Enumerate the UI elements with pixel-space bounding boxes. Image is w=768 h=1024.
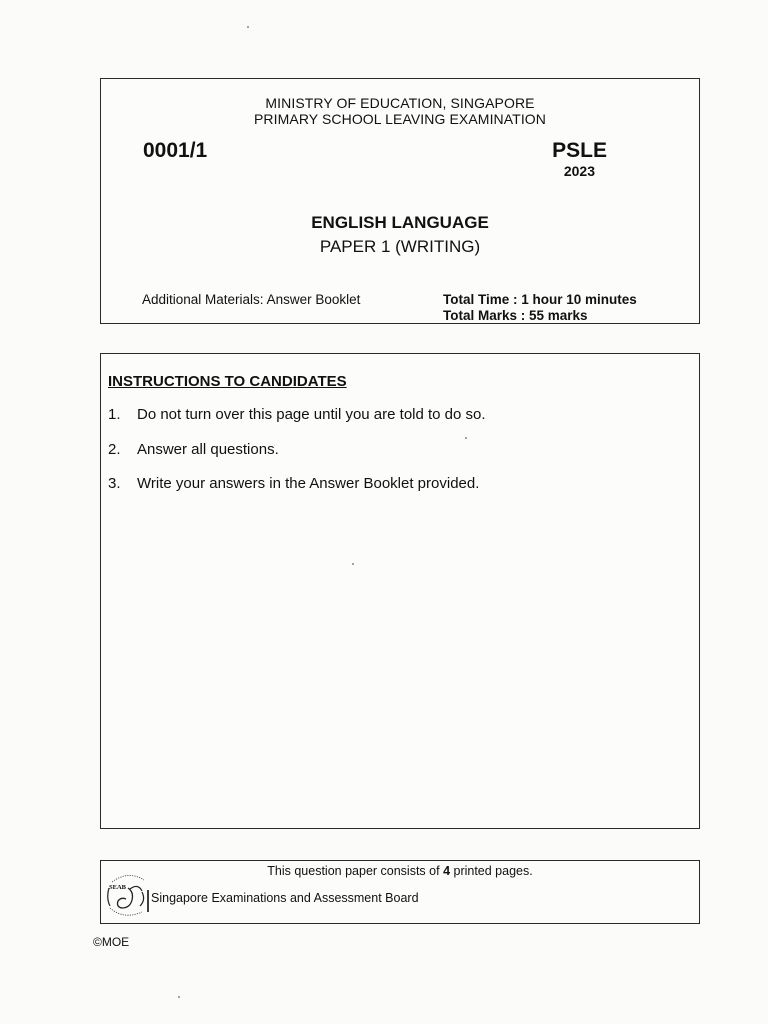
seab-logo-icon (104, 868, 154, 920)
paper-code: 0001/1 (143, 139, 208, 162)
instructions-box (100, 353, 700, 829)
instruction-number: 1. (108, 406, 121, 423)
exam-name: PSLE (552, 139, 607, 162)
pages-count: 4 (443, 864, 451, 878)
seab-logo-text: SEAB (109, 884, 126, 891)
exam-year: 2023 (563, 163, 595, 179)
instruction-number: 2. (108, 441, 121, 458)
paper-title: PAPER 1 (WRITING) (319, 237, 481, 256)
total-time: Total Time : 1 hour 10 minutes (443, 292, 637, 307)
scan-speck (352, 563, 354, 565)
scan-speck (178, 996, 180, 998)
instruction-number: 3. (108, 475, 121, 492)
pages-note (101, 864, 699, 878)
copyright-notice: ©MOE (93, 935, 130, 949)
additional-materials: Additional Materials: Answer Booklet (142, 292, 361, 307)
total-marks: Total Marks : 55 marks (443, 308, 588, 323)
instructions-heading: INSTRUCTIONS TO CANDIDATES (108, 373, 347, 390)
instruction-text: Answer all questions. (137, 441, 279, 458)
exam-header-box (100, 78, 700, 324)
footer-box (100, 860, 700, 924)
subject-title: ENGLISH LANGUAGE (311, 213, 489, 232)
instruction-text: Do not turn over this page until you are told to do so. (137, 406, 486, 423)
scan-speck (247, 26, 249, 28)
ministry-title: MINISTRY OF EDUCATION, SINGAPORE (265, 95, 535, 111)
board-name: Singapore Examinations and Assessment Board (151, 891, 419, 905)
pages-note-suffix: printed pages. (450, 864, 533, 878)
instruction-text: Write your answers in the Answer Booklet provided. (137, 475, 480, 492)
scan-speck (465, 437, 467, 439)
pages-note-prefix: This question paper consists of (267, 864, 444, 878)
exam-body-title: PRIMARY SCHOOL LEAVING EXAMINATION (253, 111, 547, 127)
